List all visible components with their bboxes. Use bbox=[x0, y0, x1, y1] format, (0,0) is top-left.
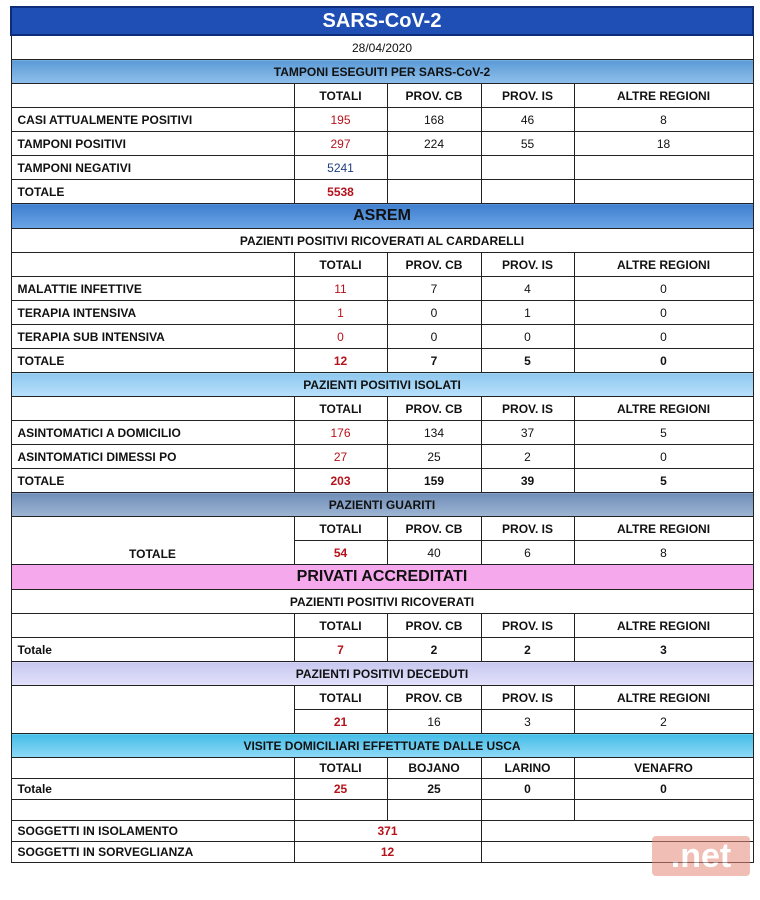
report-title: SARS-CoV-2 bbox=[11, 7, 753, 35]
col-header: ALTRE REGIONI bbox=[574, 253, 753, 277]
value-is: 6 bbox=[481, 541, 574, 565]
col-header: TOTALI bbox=[294, 397, 387, 421]
row-label bbox=[11, 686, 294, 734]
value-is: 55 bbox=[481, 132, 574, 156]
value-totali: 176 bbox=[294, 421, 387, 445]
value-is: 1 bbox=[481, 301, 574, 325]
value-cb bbox=[387, 156, 481, 180]
value-cb: 0 bbox=[387, 325, 481, 349]
row-label: TERAPIA SUB INTENSIVA bbox=[11, 325, 294, 349]
empty-cell bbox=[11, 84, 294, 108]
value-cb: 2 bbox=[387, 638, 481, 662]
empty-cell bbox=[11, 758, 294, 779]
col-header: PROV. CB bbox=[387, 614, 481, 638]
value-is: 4 bbox=[481, 277, 574, 301]
row-label: TERAPIA INTENSIVA bbox=[11, 301, 294, 325]
value-altre: 5 bbox=[574, 421, 753, 445]
col-header: TOTALI bbox=[294, 84, 387, 108]
value-cb: 16 bbox=[387, 710, 481, 734]
guariti-header: PAZIENTI GUARITI bbox=[11, 493, 753, 517]
value-larino: 0 bbox=[481, 779, 574, 800]
col-header: PROV. IS bbox=[481, 253, 574, 277]
deceduti-header: PAZIENTI POSITIVI DECEDUTI bbox=[11, 662, 753, 686]
col-header: PROV. IS bbox=[481, 517, 574, 541]
row-label: SOGGETTI IN SORVEGLIANZA bbox=[11, 842, 294, 863]
value-is: 2 bbox=[481, 445, 574, 469]
empty-cell bbox=[11, 800, 294, 821]
col-header: PROV. IS bbox=[481, 686, 574, 710]
col-header: TOTALI bbox=[294, 614, 387, 638]
col-header: PROV. CB bbox=[387, 84, 481, 108]
row-label: Totale bbox=[11, 638, 294, 662]
tamponi-header: TAMPONI ESEGUITI PER SARS-CoV-2 bbox=[11, 60, 753, 84]
col-header: VENAFRO bbox=[574, 758, 753, 779]
value-totali: 5241 bbox=[294, 156, 387, 180]
row-label: Totale bbox=[11, 779, 294, 800]
row-label: CASI ATTUALMENTE POSITIVI bbox=[11, 108, 294, 132]
value-is: 0 bbox=[481, 325, 574, 349]
value-totali: 27 bbox=[294, 445, 387, 469]
col-header: PROV. IS bbox=[481, 397, 574, 421]
covid-report-sheet bbox=[10, 6, 752, 863]
value-altre: 0 bbox=[574, 277, 753, 301]
value-totali: 54 bbox=[294, 541, 387, 565]
value-totali: 11 bbox=[294, 277, 387, 301]
usca-header: VISITE DOMICILIARI EFFETTUATE DALLE USCA bbox=[11, 734, 753, 758]
value-totali: 12 bbox=[294, 349, 387, 373]
col-header: PROV. CB bbox=[387, 686, 481, 710]
row-label: ASINTOMATICI DIMESSI PO bbox=[11, 445, 294, 469]
value-altre: 0 bbox=[574, 301, 753, 325]
empty-cell bbox=[11, 253, 294, 277]
value-altre: 8 bbox=[574, 108, 753, 132]
col-header: ALTRE REGIONI bbox=[574, 686, 753, 710]
empty-cell bbox=[481, 800, 574, 821]
value-bojano: 25 bbox=[387, 779, 481, 800]
col-header: TOTALI bbox=[294, 517, 387, 541]
value-is: 37 bbox=[481, 421, 574, 445]
value-altre: 8 bbox=[574, 541, 753, 565]
value-is: 46 bbox=[481, 108, 574, 132]
value-totali: 297 bbox=[294, 132, 387, 156]
value-cb: 40 bbox=[387, 541, 481, 565]
value-altre: 0 bbox=[574, 325, 753, 349]
value-totali: 7 bbox=[294, 638, 387, 662]
value-is: 3 bbox=[481, 710, 574, 734]
col-header: PROV. IS bbox=[481, 84, 574, 108]
row-label: TOTALE bbox=[11, 180, 294, 204]
col-header: ALTRE REGIONI bbox=[574, 397, 753, 421]
empty-cell bbox=[11, 397, 294, 421]
col-header: ALTRE REGIONI bbox=[574, 614, 753, 638]
privati-header: PRIVATI ACCREDITATI bbox=[11, 565, 753, 590]
empty-cell bbox=[387, 800, 481, 821]
value-totali: 0 bbox=[294, 325, 387, 349]
value-cb: 7 bbox=[387, 349, 481, 373]
row-label: ASINTOMATICI A DOMICILIO bbox=[11, 421, 294, 445]
report-date: 28/04/2020 bbox=[11, 35, 753, 60]
value-totali: 195 bbox=[294, 108, 387, 132]
col-header: TOTALI bbox=[294, 686, 387, 710]
value-altre: 5 bbox=[574, 469, 753, 493]
value-is: 5 bbox=[481, 349, 574, 373]
value-is bbox=[481, 156, 574, 180]
col-header: PROV. CB bbox=[387, 517, 481, 541]
value-cb bbox=[387, 180, 481, 204]
col-header: PROV. IS bbox=[481, 614, 574, 638]
row-label: TAMPONI NEGATIVI bbox=[11, 156, 294, 180]
col-header: LARINO bbox=[481, 758, 574, 779]
empty-cell bbox=[11, 614, 294, 638]
col-header: PROV. CB bbox=[387, 397, 481, 421]
value-totali: 203 bbox=[294, 469, 387, 493]
value-cb: 224 bbox=[387, 132, 481, 156]
value-cb: 168 bbox=[387, 108, 481, 132]
watermark-logo: .net bbox=[652, 836, 750, 876]
value-altre bbox=[574, 156, 753, 180]
col-header: TOTALI bbox=[294, 758, 387, 779]
row-label: TAMPONI POSITIVI bbox=[11, 132, 294, 156]
value-altre: 18 bbox=[574, 132, 753, 156]
value-totali: 25 bbox=[294, 779, 387, 800]
row-label: TOTALE bbox=[11, 349, 294, 373]
value-isolamento: 371 bbox=[294, 821, 481, 842]
asrem-header: ASREM bbox=[11, 204, 753, 229]
value-cb: 159 bbox=[387, 469, 481, 493]
value-altre: 3 bbox=[574, 638, 753, 662]
value-cb: 0 bbox=[387, 301, 481, 325]
ricoverati-header: PAZIENTI POSITIVI RICOVERATI AL CARDARELLI bbox=[11, 229, 753, 253]
value-altre: 0 bbox=[574, 349, 753, 373]
row-label: MALATTIE INFETTIVE bbox=[11, 277, 294, 301]
value-totali: 1 bbox=[294, 301, 387, 325]
col-header: PROV. CB bbox=[387, 253, 481, 277]
value-totali: 21 bbox=[294, 710, 387, 734]
value-cb: 25 bbox=[387, 445, 481, 469]
value-sorveglianza: 12 bbox=[294, 842, 481, 863]
col-header: TOTALI bbox=[294, 253, 387, 277]
value-cb: 134 bbox=[387, 421, 481, 445]
privati-ricoverati-header: PAZIENTI POSITIVI RICOVERATI bbox=[11, 590, 753, 614]
row-label: TOTALE bbox=[11, 469, 294, 493]
value-is: 39 bbox=[481, 469, 574, 493]
col-header: BOJANO bbox=[387, 758, 481, 779]
empty-cell bbox=[574, 800, 753, 821]
value-altre: 2 bbox=[574, 710, 753, 734]
value-cb: 7 bbox=[387, 277, 481, 301]
value-altre bbox=[574, 180, 753, 204]
value-altre: 0 bbox=[574, 445, 753, 469]
row-label: SOGGETTI IN ISOLAMENTO bbox=[11, 821, 294, 842]
value-totali: 5538 bbox=[294, 180, 387, 204]
row-label: TOTALE bbox=[11, 517, 294, 565]
col-header: ALTRE REGIONI bbox=[574, 517, 753, 541]
empty-cell bbox=[294, 800, 387, 821]
value-is: 2 bbox=[481, 638, 574, 662]
col-header: ALTRE REGIONI bbox=[574, 84, 753, 108]
report-table bbox=[10, 6, 754, 863]
isolati-header: PAZIENTI POSITIVI ISOLATI bbox=[11, 373, 753, 397]
value-venafro: 0 bbox=[574, 779, 753, 800]
value-is bbox=[481, 180, 574, 204]
